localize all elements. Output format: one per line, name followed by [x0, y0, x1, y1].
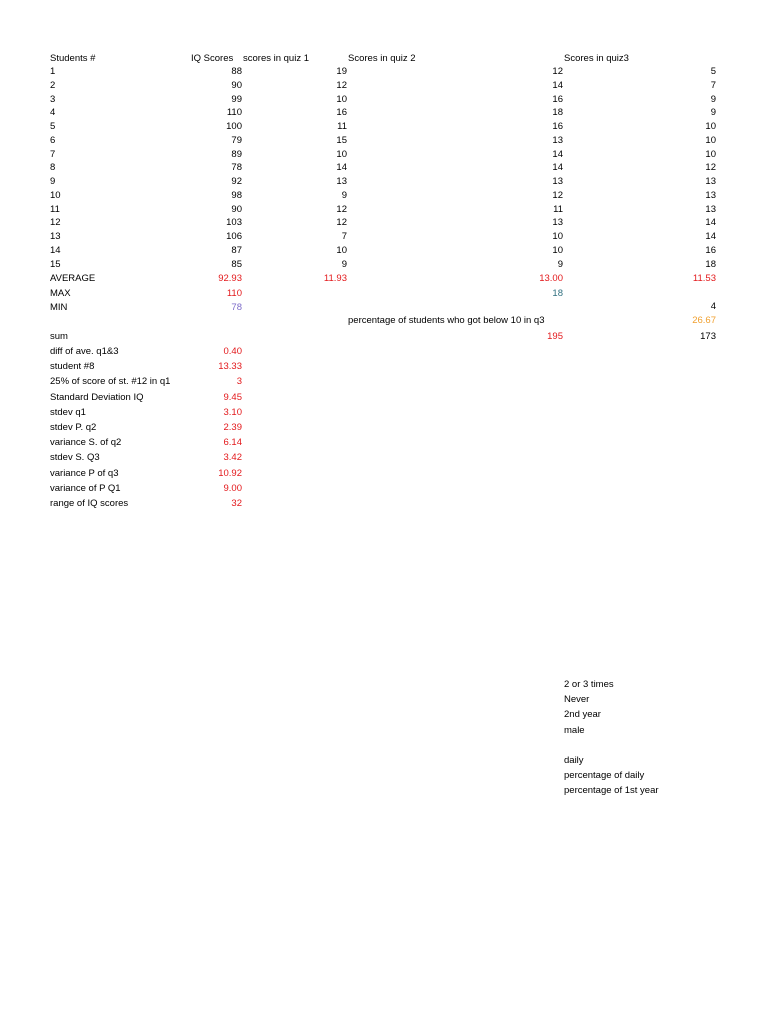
average-q2: 13.00 [539, 273, 563, 284]
note-item: male [564, 724, 585, 736]
cell-student: 1 [50, 66, 56, 77]
stat-value: 10.92 [218, 467, 242, 479]
note-item: 2nd year [564, 709, 601, 721]
header-quiz1: scores in quiz 1 [243, 53, 310, 64]
min-iq: 78 [231, 302, 242, 313]
cell-iq: 85 [231, 258, 242, 270]
note-item: percentage of daily [564, 770, 645, 782]
min-q3: 4 [710, 301, 716, 312]
cell-q3: 14 [705, 231, 716, 242]
cell-q1: 12 [336, 217, 347, 229]
cell-student: 12 [50, 217, 61, 229]
cell-student: 4 [50, 107, 56, 119]
cell-q2: 9 [557, 258, 563, 270]
note-item: percentage of 1st year [564, 785, 659, 797]
cell-q1: 9 [341, 189, 347, 201]
cell-student: 5 [50, 121, 56, 132]
cell-student: 15 [50, 258, 61, 270]
stat-value: 6.14 [223, 437, 242, 449]
cell-q2: 14 [552, 162, 563, 174]
cell-q3: 18 [705, 258, 716, 270]
cell-q2: 16 [552, 93, 563, 105]
cell-q2: 11 [553, 203, 563, 215]
cell-student: 3 [50, 93, 56, 105]
max-iq: 110 [226, 288, 242, 299]
cell-q3: 7 [710, 79, 716, 91]
stat-label: Standard Deviation IQ [50, 391, 144, 403]
stat-value: 13.33 [218, 361, 242, 373]
stat-value: 3.10 [223, 406, 242, 418]
max-label: MAX [50, 288, 71, 299]
header-quiz3: Scores in quiz3 [564, 53, 629, 64]
cell-q3: 13 [705, 189, 716, 201]
cell-student: 13 [50, 231, 61, 242]
cell-q3: 10 [705, 148, 716, 160]
cell-iq: 90 [231, 203, 242, 215]
cell-q1: 14 [336, 162, 347, 174]
cell-q2: 10 [552, 231, 563, 242]
cell-q1: 13 [336, 176, 347, 187]
average-iq: 92.93 [218, 273, 242, 284]
cell-q3: 16 [705, 244, 716, 256]
max-q2: 18 [552, 288, 563, 299]
cell-iq: 87 [231, 244, 242, 256]
cell-q2: 10 [552, 244, 563, 256]
cell-q3: 10 [705, 121, 716, 132]
note-item: Never [564, 694, 590, 706]
cell-q1: 16 [336, 107, 347, 119]
cell-q2: 18 [552, 107, 563, 119]
cell-q2: 13 [552, 134, 563, 146]
cell-iq: 89 [231, 148, 242, 160]
cell-q3: 12 [705, 162, 716, 174]
average-q1: 11.93 [323, 273, 347, 284]
stat-value: 3.42 [223, 452, 242, 464]
cell-q1: 10 [336, 148, 347, 160]
cell-student: 9 [50, 176, 56, 187]
cell-student: 2 [50, 79, 56, 91]
cell-q3: 13 [705, 203, 716, 215]
cell-student: 11 [50, 203, 60, 215]
cell-q1: 19 [336, 66, 347, 77]
header-quiz2: Scores in quiz 2 [348, 53, 416, 64]
average-label: AVERAGE [50, 273, 96, 284]
cell-q1: 11 [337, 121, 347, 132]
cell-q2: 14 [552, 148, 563, 160]
pct-below-label: percentage of students who got below 10 in q3 [348, 315, 545, 326]
cell-q1: 7 [341, 231, 347, 242]
cell-q3: 5 [710, 66, 716, 77]
cell-student: 7 [50, 148, 56, 160]
stat-label: variance P of q3 [50, 467, 119, 479]
cell-q3: 13 [705, 176, 716, 187]
cell-q2: 13 [552, 176, 563, 187]
cell-q2: 13 [552, 217, 563, 229]
cell-student: 14 [50, 244, 61, 256]
stat-label: 25% of score of st. #12 in q1 [50, 376, 171, 388]
cell-iq: 92 [231, 176, 242, 187]
cell-iq: 88 [231, 66, 242, 77]
cell-q2: 12 [552, 66, 563, 77]
stat-value: 0.40 [223, 346, 242, 357]
cell-iq: 110 [226, 107, 242, 119]
header-students: Students # [50, 53, 96, 64]
cell-iq: 103 [226, 217, 242, 229]
stat-value: 3 [236, 376, 242, 388]
cell-iq: 106 [226, 231, 242, 242]
cell-iq: 79 [231, 134, 242, 146]
sum-label: sum [50, 331, 68, 342]
stat-label: variance of P Q1 [50, 482, 121, 494]
stat-value: 9.45 [223, 391, 242, 403]
cell-student: 8 [50, 162, 56, 174]
note-item: daily [564, 755, 584, 766]
cell-q3: 10 [705, 134, 716, 146]
sum-q2: 195 [547, 331, 563, 342]
cell-q2: 16 [552, 121, 563, 132]
cell-student: 10 [50, 189, 61, 201]
cell-q1: 10 [336, 244, 347, 256]
min-label: MIN [50, 302, 68, 313]
stat-value: 9.00 [223, 482, 242, 494]
cell-iq: 99 [231, 93, 242, 105]
average-q3: 11.53 [692, 273, 716, 284]
pct-below-value: 26.67 [692, 315, 716, 326]
stat-label: student #8 [50, 361, 95, 373]
stat-label: variance S. of q2 [50, 437, 122, 449]
cell-student: 6 [50, 134, 56, 146]
stat-label: stdev S. Q3 [50, 452, 100, 464]
cell-q3: 14 [705, 217, 716, 229]
cell-q1: 10 [336, 93, 347, 105]
sum-q3: 173 [700, 331, 716, 342]
stat-value: 32 [231, 498, 242, 509]
cell-q3: 9 [710, 93, 716, 105]
stat-label: diff of ave. q1&3 [50, 346, 119, 357]
cell-q1: 9 [341, 258, 347, 270]
header-iq: IQ Scores [191, 53, 234, 64]
stat-value: 2.39 [223, 422, 242, 433]
cell-q2: 14 [552, 79, 563, 91]
cell-iq: 98 [231, 189, 242, 201]
cell-iq: 78 [231, 162, 242, 174]
stat-label: range of IQ scores [50, 498, 129, 509]
cell-q1: 12 [336, 203, 347, 215]
cell-q1: 12 [336, 79, 347, 91]
note-item: 2 or 3 times [564, 679, 614, 690]
cell-iq: 100 [226, 121, 242, 132]
stat-label: stdev q1 [50, 406, 86, 418]
cell-iq: 90 [231, 79, 242, 91]
cell-q1: 15 [336, 134, 347, 146]
cell-q2: 12 [552, 189, 563, 201]
stat-label: stdev P. q2 [50, 422, 97, 433]
cell-q3: 9 [710, 107, 716, 119]
